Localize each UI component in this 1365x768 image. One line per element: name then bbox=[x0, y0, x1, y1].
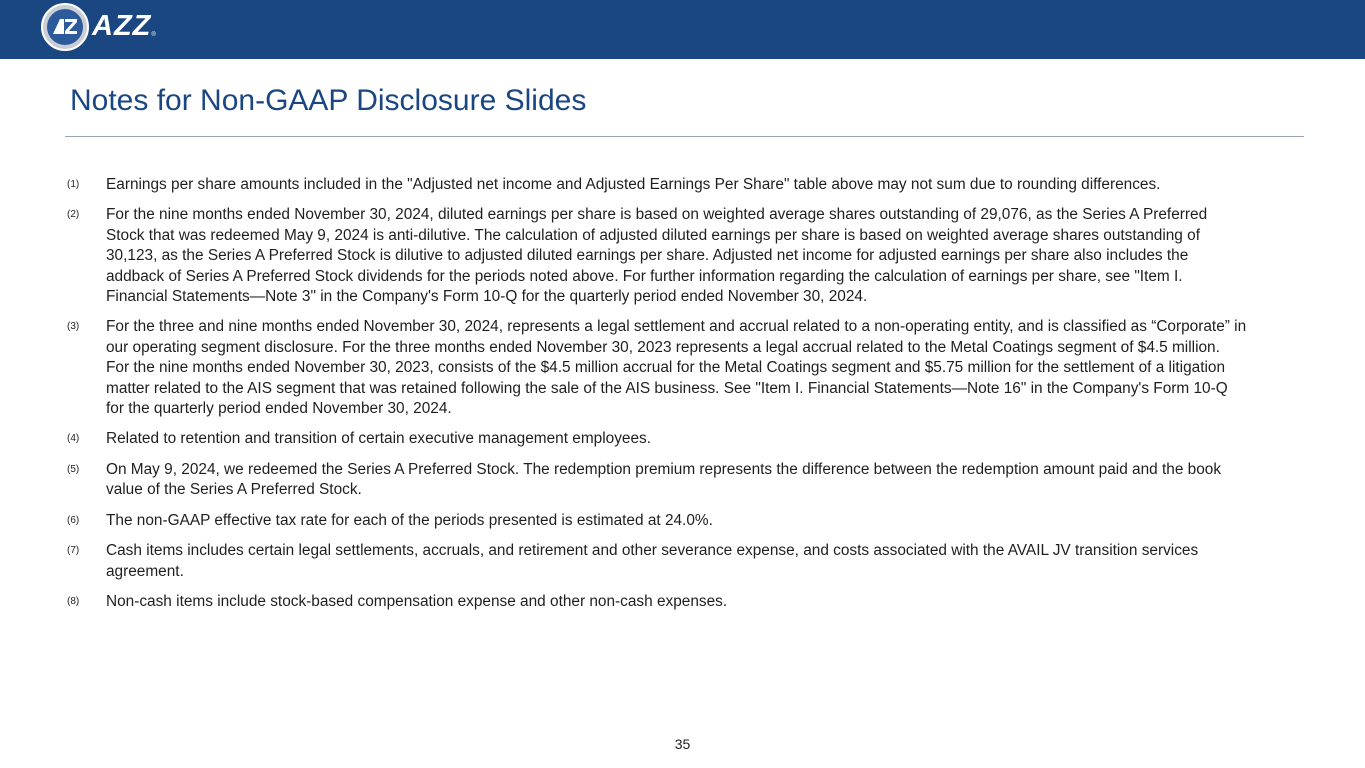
note-item bbox=[67, 541, 1247, 582]
note-item bbox=[67, 592, 1247, 612]
note-item bbox=[67, 429, 1247, 449]
note-item bbox=[67, 205, 1247, 307]
note-number: (4) bbox=[67, 433, 80, 445]
slide-title: Notes for Non-GAAP Disclosure Slides bbox=[70, 84, 587, 117]
note-text: Cash items includes certain legal settlements, accruals, and retirement and other severance expense, and costs associated with the AVAIL JV transition services agreement. bbox=[106, 542, 1199, 580]
note-number: (6) bbox=[67, 514, 80, 526]
header-bar bbox=[0, 0, 1365, 59]
note-text: The non-GAAP effective tax rate for each of the periods presented is estimated at 24.0%. bbox=[106, 511, 713, 529]
registered-mark: ® bbox=[151, 32, 156, 38]
note-text: Earnings per share amounts included in the "Adjusted net income and Adjusted Earnings Per Share" table above may not sum due to rounding differences. bbox=[106, 176, 1161, 193]
logo-wordmark: AZZ bbox=[92, 9, 152, 42]
note-number: (1) bbox=[67, 179, 80, 190]
note-number: (2) bbox=[67, 209, 80, 221]
note-text: Related to retention and transition of certain executive management employees. bbox=[106, 430, 651, 448]
company-logo[interactable] bbox=[40, 0, 156, 52]
notes-list bbox=[67, 175, 1247, 622]
note-text: Non-cash items include stock-based compensation expense and other non-cash expenses. bbox=[106, 592, 728, 610]
note-item bbox=[67, 460, 1247, 501]
note-number: (5) bbox=[67, 463, 80, 475]
note-item bbox=[67, 175, 1247, 195]
azz-logo-icon bbox=[40, 1, 90, 51]
note-item bbox=[67, 511, 1247, 531]
note-number: (7) bbox=[67, 545, 80, 557]
note-number: (3) bbox=[67, 321, 80, 333]
note-item bbox=[67, 317, 1247, 419]
title-divider bbox=[65, 136, 1304, 137]
note-text: On May 9, 2024, we redeemed the Series A Preferred Stock. The redemption premium represents the difference between the redemption amount paid and the book value of the Series A Preferred Stock. bbox=[106, 460, 1222, 499]
note-text: For the three and nine months ended November 30, 2024, represents a legal settlement and accrual related to a non-operating entity, and is classified as “Corporate” in our operating segment disclosure. For the three months ended November 30, 2023 represents a legal accrual related to the Metal Coatings segment of $4.5 million. For the nine months ended November 30, 2023, consists of the $4.5 million accrual for the Metal Coatings segment and $5.75 million for the settlement of a litigation matter related to the AIS segment that was retained following the sale of the AIS business. See "Item I. Financial Statements—Note 16" in the Company's Form 10-Q for the quarterly period ended November 30, 2024. bbox=[106, 318, 1247, 418]
note-text: For the nine months ended November 30, 2024, diluted earnings per share is based on weighted average shares outstanding of 29,076, as the Series A Preferred Stock that was redeemed May 9, 2024 is anti-dilutive. The calculation of adjusted diluted earnings per share is based on weighted average shares outstanding of 30,123, as the Series A Preferred Stock is dilutive to adjusted diluted earnings per share. Adjusted net income for adjusted earnings per share also includes the addback of Series A Preferred Stock dividends for the periods noted above. For further information regarding the calculation of earnings per share, see "Item I. Financial Statements—Note 3" in the Company's Form 10-Q for the quarterly period ended November 30, 2024. bbox=[106, 206, 1208, 306]
note-number: (8) bbox=[67, 595, 80, 607]
page-number: 35 bbox=[674, 736, 691, 752]
